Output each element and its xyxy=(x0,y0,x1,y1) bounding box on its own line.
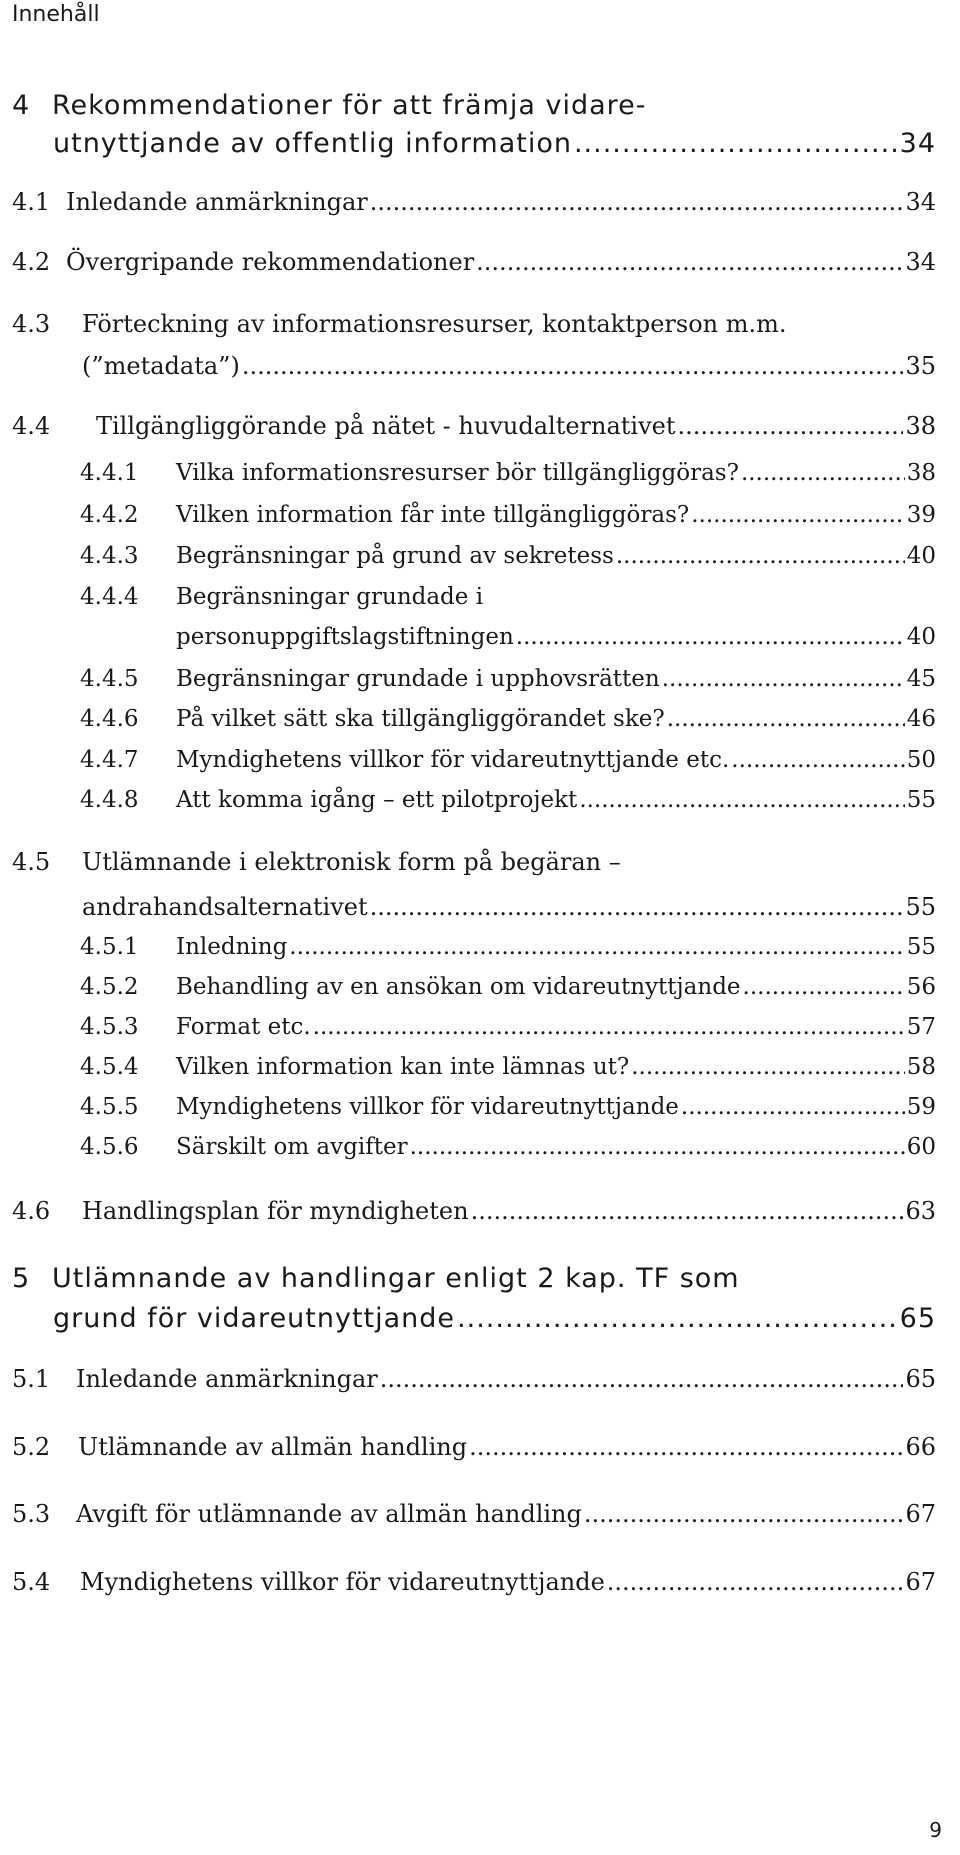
toc-entry-4-4-4-cont[interactable] xyxy=(176,624,936,650)
toc-num: 4.4.3 xyxy=(80,543,139,569)
toc-entry-4-4-7[interactable] xyxy=(80,747,936,773)
toc-title: personuppgiftslagstiftningen xyxy=(176,624,514,650)
toc-num: 4.4.4 xyxy=(80,584,139,610)
toc-num: 4.5.3 xyxy=(80,1014,139,1040)
toc-entry-4-5-4[interactable] xyxy=(80,1054,936,1080)
toc-title: Avgift för utlämnande av allmän handling xyxy=(76,1500,582,1528)
toc-num: 5.2 xyxy=(12,1433,51,1461)
toc-entry-4-3[interactable] xyxy=(12,310,787,338)
toc-entry-4-4-3[interactable] xyxy=(80,543,936,569)
toc-title: Utlämnande i elektronisk form på begäran – xyxy=(82,848,621,876)
toc-chapter-5-cont[interactable] xyxy=(53,1303,936,1334)
toc-page: 60 xyxy=(906,1134,936,1160)
leader-dots xyxy=(607,1568,904,1596)
leader-dots xyxy=(313,1014,905,1040)
toc-page: 34 xyxy=(899,128,936,159)
toc-entry-5-4[interactable] xyxy=(12,1568,936,1596)
toc-title: andrahandsalternativet xyxy=(82,893,368,921)
toc-num: 4.5.4 xyxy=(80,1054,139,1080)
toc-entry-5-1[interactable] xyxy=(12,1365,936,1393)
toc-page: 35 xyxy=(905,352,936,380)
toc-page: 63 xyxy=(905,1197,936,1225)
toc-page: 65 xyxy=(905,1365,936,1393)
leader-dots xyxy=(370,188,904,216)
toc-entry-4-2[interactable] xyxy=(12,248,936,276)
leader-dots xyxy=(584,1500,904,1528)
toc-title: Vilken information får inte tillgängliggöras? xyxy=(176,502,690,528)
leader-dots xyxy=(681,1094,905,1120)
leader-dots xyxy=(469,1433,903,1461)
toc-page: 65 xyxy=(899,1303,936,1334)
toc-num: 4.4.5 xyxy=(80,666,139,692)
toc-entry-4-4-2[interactable] xyxy=(80,502,936,528)
toc-entry-4-6[interactable] xyxy=(12,1197,936,1225)
toc-title: Begränsningar grundade i xyxy=(176,584,484,610)
leader-dots xyxy=(471,1197,904,1225)
toc-entry-4-4-6[interactable] xyxy=(80,706,936,732)
toc-num: 4.1 xyxy=(12,188,51,216)
toc-entry-4-4-8[interactable] xyxy=(80,787,936,813)
toc-page: 46 xyxy=(906,706,936,732)
leader-dots xyxy=(691,502,905,528)
leader-dots xyxy=(370,893,904,921)
toc-title: Format etc. xyxy=(176,1014,311,1040)
leader-dots xyxy=(741,460,905,486)
toc-page: 67 xyxy=(905,1568,936,1596)
toc-title: Utlämnande av allmän handling xyxy=(78,1433,468,1461)
toc-entry-4-5-cont[interactable] xyxy=(82,893,936,921)
toc-chapter-5 xyxy=(12,1263,740,1294)
leader-dots xyxy=(242,352,904,380)
toc-title: Vilken information kan inte lämnas ut? xyxy=(176,1054,630,1080)
toc-title: Myndighetens villkor för vidareutnyttjande etc. xyxy=(176,747,730,773)
leader-dots xyxy=(731,747,904,773)
toc-title: Inledande anmärkningar xyxy=(66,188,368,216)
toc-title: Rekommendationer för att främja vidare- xyxy=(52,90,647,121)
toc-num: 4.6 xyxy=(12,1197,51,1225)
toc-entry-4-5-3[interactable] xyxy=(80,1014,936,1040)
toc-num: 4.5.1 xyxy=(80,934,139,960)
leader-dots xyxy=(662,666,905,692)
toc-page: 39 xyxy=(906,502,936,528)
toc-num: 4.2 xyxy=(12,248,51,276)
toc-title: Behandling av en ansökan om vidareutnyttjande xyxy=(176,974,741,1000)
toc-page: 67 xyxy=(905,1500,936,1528)
leader-dots xyxy=(574,128,898,159)
toc-page: 40 xyxy=(906,624,936,650)
toc-title: Vilka informationsresurser bör tillgängliggöras? xyxy=(176,460,739,486)
leader-dots xyxy=(631,1054,905,1080)
toc-entry-4-5[interactable] xyxy=(12,848,621,876)
toc-title: Inledning xyxy=(176,934,288,960)
toc-page: 55 xyxy=(906,787,936,813)
toc-entry-4-5-6[interactable] xyxy=(80,1134,936,1160)
toc-chapter-4-cont[interactable] xyxy=(53,128,936,159)
toc-page: 45 xyxy=(906,666,936,692)
toc-num: 4.5.2 xyxy=(80,974,139,1000)
page-number: 9 xyxy=(929,1818,942,1842)
toc-title: Myndighetens villkor för vidareutnyttjande xyxy=(80,1568,605,1596)
toc-num: 4.4.6 xyxy=(80,706,139,732)
leader-dots xyxy=(678,412,904,440)
leader-dots xyxy=(380,1365,904,1393)
toc-entry-4-4-1[interactable] xyxy=(80,460,936,486)
toc-num: 4.5.5 xyxy=(80,1094,139,1120)
toc-entry-4-5-1[interactable] xyxy=(80,934,936,960)
leader-dots xyxy=(476,248,903,276)
toc-title: grund för vidareutnyttjande xyxy=(53,1303,456,1334)
toc-num: 4.4 xyxy=(12,412,51,440)
toc-num: 4.4.2 xyxy=(80,502,139,528)
toc-page: 59 xyxy=(906,1094,936,1120)
toc-num: 5 xyxy=(12,1263,31,1294)
toc-entry-5-3[interactable] xyxy=(12,1500,936,1528)
toc-page: 57 xyxy=(906,1014,936,1040)
toc-title: utnyttjande av offentlig information xyxy=(53,128,572,159)
toc-page: 56 xyxy=(906,974,936,1000)
toc-num: 5.3 xyxy=(12,1500,51,1528)
toc-title: Utlämnande av handlingar enligt 2 kap. TF som xyxy=(52,1263,740,1294)
toc-num: 4.5.6 xyxy=(80,1134,139,1160)
toc-entry-5-2[interactable] xyxy=(12,1433,936,1461)
toc-entry-4-4-5[interactable] xyxy=(80,666,936,692)
toc-entry-4-5-5[interactable] xyxy=(80,1094,936,1120)
toc-num: 5.4 xyxy=(12,1568,51,1596)
toc-num: 4 xyxy=(12,90,31,121)
toc-num: 4.4.1 xyxy=(80,460,139,486)
toc-title: Att komma igång – ett pilotprojekt xyxy=(176,787,578,813)
leader-dots xyxy=(667,706,905,732)
leader-dots xyxy=(579,787,904,813)
toc-page: 34 xyxy=(905,248,936,276)
leader-dots xyxy=(410,1134,905,1160)
toc-page: 34 xyxy=(905,188,936,216)
toc-num: 5.1 xyxy=(12,1365,51,1393)
leader-dots xyxy=(516,624,905,650)
header-title: Innehåll xyxy=(12,2,100,27)
toc-page: 38 xyxy=(906,460,936,486)
toc-title: Särskilt om avgifter xyxy=(176,1134,408,1160)
toc-title: Övergripande rekommendationer xyxy=(66,248,475,276)
leader-dots xyxy=(616,543,905,569)
toc-entry-4-3-cont[interactable] xyxy=(82,352,936,380)
toc-page: 40 xyxy=(906,543,936,569)
toc-entry-4-4-4[interactable] xyxy=(80,584,483,610)
toc-entry-4-4[interactable] xyxy=(12,412,936,440)
toc-page: 58 xyxy=(906,1054,936,1080)
toc-num: 4.3 xyxy=(12,310,51,338)
toc-page: 55 xyxy=(905,893,936,921)
leader-dots xyxy=(743,974,905,1000)
toc-page: 50 xyxy=(906,747,936,773)
leader-dots xyxy=(457,1303,898,1334)
toc-num: 4.4.8 xyxy=(80,787,139,813)
toc-title: Inledande anmärkningar xyxy=(76,1365,378,1393)
toc-title: Tillgängliggörande på nätet - huvudalternativet xyxy=(96,412,676,440)
toc-title: Myndighetens villkor för vidareutnyttjande xyxy=(176,1094,679,1120)
toc-num: 4.5 xyxy=(12,848,51,876)
toc-entry-4-1[interactable] xyxy=(12,188,936,216)
toc-num: 4.4.7 xyxy=(80,747,139,773)
leader-dots xyxy=(289,934,904,960)
toc-title: Förteckning av informationsresurser, kontaktperson m.m. xyxy=(82,310,787,338)
toc-title: Begränsningar grundade i upphovsrätten xyxy=(176,666,660,692)
toc-title: Handlingsplan för myndigheten xyxy=(82,1197,469,1225)
toc-title: Begränsningar på grund av sekretess xyxy=(176,543,614,569)
toc-title: På vilket sätt ska tillgängliggörandet ske? xyxy=(176,706,665,732)
toc-page: 55 xyxy=(906,934,936,960)
toc-page: 66 xyxy=(905,1433,936,1461)
toc-title: (”metadata”) xyxy=(82,352,240,380)
toc-chapter-4 xyxy=(12,90,647,121)
toc-entry-4-5-2[interactable] xyxy=(80,974,936,1000)
toc-page: 38 xyxy=(905,412,936,440)
